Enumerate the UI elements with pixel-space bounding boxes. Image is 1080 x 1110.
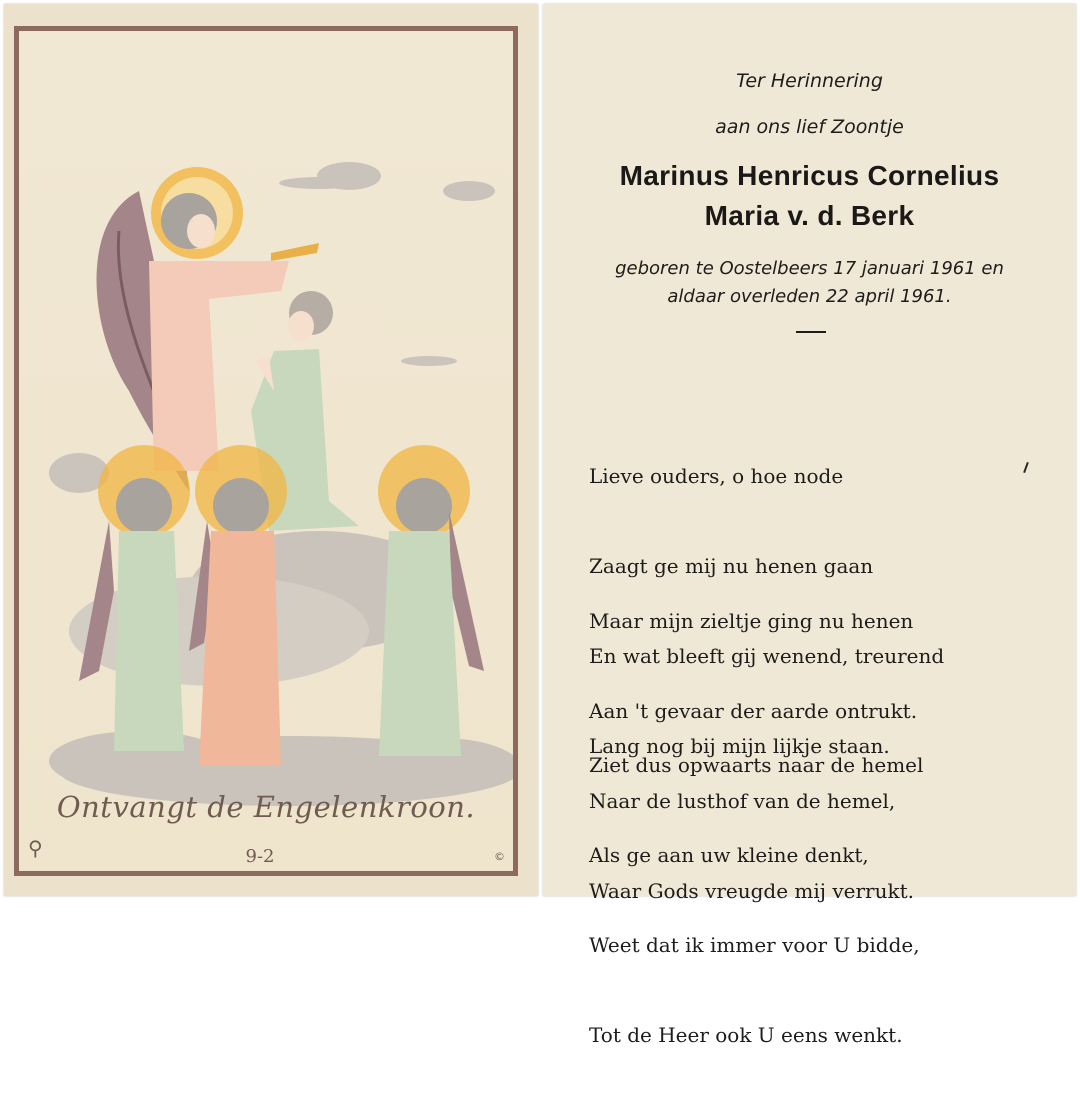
deceased-name-line-1: Marinus Henricus Cornelius [619,160,1000,191]
intro-line-1: Ter Herinnering [736,70,883,92]
pen-mark [1023,462,1029,473]
dates-line-2: aldaar overleden 22 april 1961. [667,286,952,307]
poem-line: Als ge aan uw kleine denkt, [589,843,869,867]
deceased-name-line-2: Maria v. d. Berk [704,200,915,231]
poem-line: Maar mijn zieltje ging nu henen [589,609,914,633]
angel-middle [189,445,287,766]
publisher-monogram: ⚲ [28,836,43,860]
card-frame [14,26,518,876]
poem-line: Lieve ouders, o hoe node [589,464,844,488]
copyright-mark: © [494,850,505,863]
card-caption: Ontvangt de Engelenkroon. [56,790,476,824]
poem-line: Aan 't gevaar der aarde ontrukt. [589,699,918,723]
poem-line: Naar de lusthof van de hemel, [589,789,896,813]
divider-dash [796,331,826,333]
prayer-card-front [4,4,538,896]
intro-line-2: aan ons lief Zoontje [715,116,904,138]
angel-illustration [19,31,513,871]
poem-line: Waar Gods vreugde mij verrukt. [589,879,914,903]
prayer-card-back [543,4,1076,1047]
poem-line: Tot de Heer ook U eens wenkt. [589,1023,903,1047]
dates-line-1: geboren te Oostelbeers 17 januari 1961 en [615,258,1004,279]
angel-left [79,445,190,751]
card-number: 9-2 [245,846,275,867]
poem-line: Ziet dus opwaarts naar de hemel [589,753,924,777]
poem-line: Weet dat ik immer voor U bidde, [589,933,920,957]
poem-stanza-3 [589,690,923,1110]
poem-line: Lang nog bij mijn lijkje staan. [589,734,890,758]
angel-right [378,445,484,756]
poem-line: En wat bleeft gij wenend, treurend [589,644,945,668]
poem-line: Zaagt ge mij nu henen gaan [589,554,874,578]
